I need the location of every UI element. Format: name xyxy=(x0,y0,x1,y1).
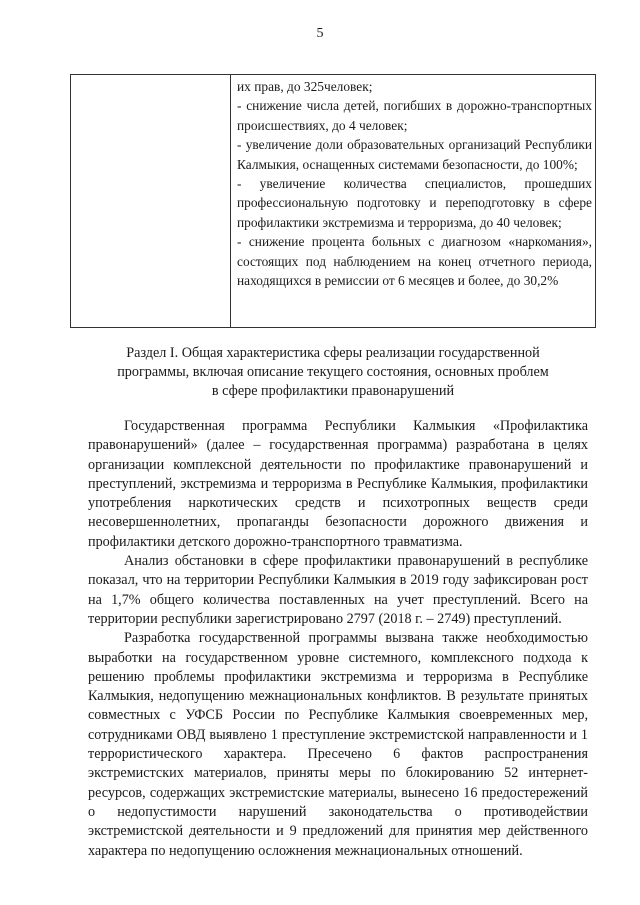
goal-item: - снижение числа детей, погибших в дорожно-транспортных происшествиях, до 4 человек; xyxy=(237,98,592,133)
section-heading xyxy=(70,344,596,401)
page-number: 5 xyxy=(316,26,324,41)
goal-item: их прав, до 325человек; xyxy=(237,79,373,94)
body-paragraph: Разработка государственной программы вызвана также необходимостью выработки на государственном уровне системного, комплексного подхода к решению проблемы профилактики экстремизма и терроризма в Республике Калмыкия, недопущению межнациональных конфликтов. В результате принятых совместных с УФСБ России по Республике Калмыкия своевременных мер, сотрудниками ОВД выявлено 1 преступление экстремистской направленности и 1 террористического характера. Пресечено 6 фактов распространения экстремистских материалов, приняты меры по блокированию 52 интернет-ресурсов, содержащих экстремистские материалы, вынесено 16 предостережений о недопустимости нарушений законодательства о противодействии экстремистской деятельности и 9 предложений для принятия мер действенного характера по недопущению осложнения межнациональных отношений. xyxy=(88,630,588,859)
goal-item: - снижение процента больных с диагнозом «наркомания», состоящих под наблюдением на конец отчетного периода, находящихся в ремиссии от 6 месяцев и более, до 30,2% xyxy=(237,234,592,289)
body-paragraph: Государственная программа Республики Калмыкия «Профилактика правонарушений» (далее – государственная программа) разработана в целях организации комплексной деятельности по профилактике правонарушений и преступлений, экстремизма и терроризма в Республике Калмыкия, профилактики употребления наркотических средств и психотропных веществ среди несовершеннолетних, пропаганды безопасности дорожного движения и профилактики детского дорожно-транспортного травматизма. xyxy=(88,418,588,550)
section-body xyxy=(88,417,588,861)
section-heading-line: в сфере профилактики правонарушений xyxy=(211,383,455,399)
goals-table xyxy=(70,74,596,328)
section-heading-line: программы, включая описание текущего состояния, основных проблем xyxy=(117,364,549,380)
body-paragraph: Анализ обстановки в сфере профилактики правонарушений в республике показал, что на территории Республики Калмыкия в 2019 году зафиксирован рост на 1,7% общего количества поставленных на учет преступлений. Всего на территории республики зарегистрировано 2797 (2018 г. – 2749) преступлений. xyxy=(88,553,588,627)
section-heading-line: Раздел I. Общая характеристика сферы реализации государственной xyxy=(126,345,540,361)
goals-table-label-cell xyxy=(71,75,231,327)
goal-item: - увеличение количества специалистов, прошедших профессиональную подготовку и переподготовку в сфере профилактики экстремизма и терроризма, до 40 человек; xyxy=(237,176,592,230)
goal-item: - увеличение доли образовательных организаций Республики Калмыкия, оснащенных системами безопасности, до 100%; xyxy=(237,137,592,172)
goals-table-value-cell xyxy=(231,75,595,327)
